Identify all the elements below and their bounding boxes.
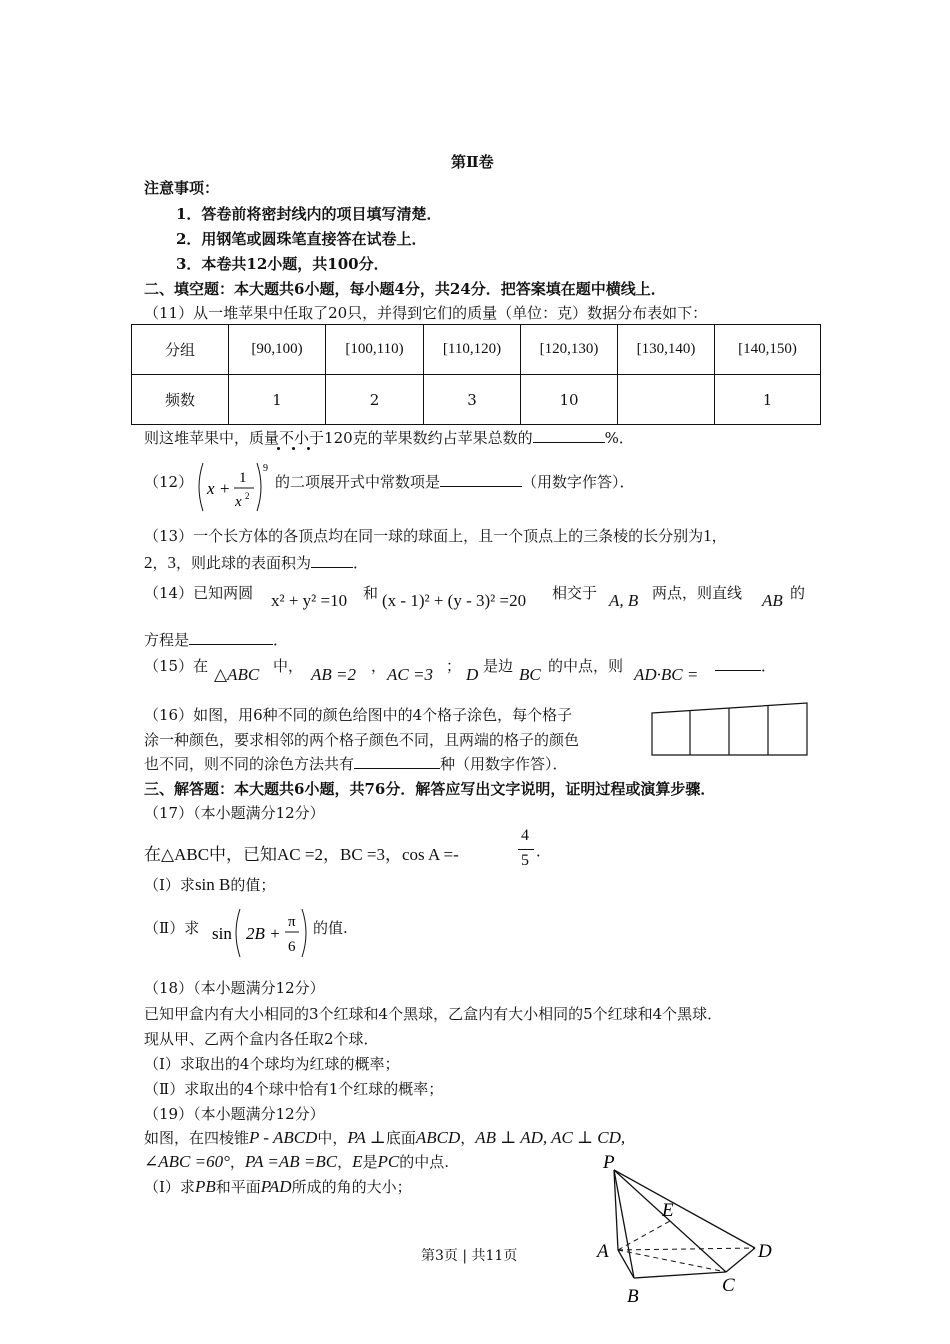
table-cell: [120,130)	[521, 325, 618, 375]
q17-head: （17）（本小题满分12分）	[144, 804, 325, 822]
q19-text: 中，	[317, 1129, 348, 1147]
notice-item: 1．答卷前将密封线内的项目填写清楚．	[176, 205, 442, 223]
q19-math: PA =AB =BC	[244, 1152, 338, 1171]
q19-math: AB ⊥ AD, AC ⊥ CD,	[475, 1128, 626, 1147]
table-cell: 2	[326, 375, 424, 425]
right-paren	[257, 463, 261, 511]
table-cell: [110,120)	[424, 325, 521, 375]
edge-pd	[614, 1170, 755, 1248]
plus-sign: +	[220, 479, 230, 498]
edge-ac-dashed	[618, 1250, 726, 1272]
q17-part1	[144, 874, 275, 895]
var-x: x	[207, 479, 215, 498]
q15-tail: ．	[761, 657, 777, 675]
punct: ，	[711, 527, 727, 545]
q18-line: （Ⅰ）求取出的4个球均为红球的概率；	[144, 1055, 400, 1073]
emphasis-dot	[292, 447, 295, 450]
q19-text: 是	[362, 1153, 378, 1171]
inner-expr: 2B +	[246, 924, 281, 943]
table-header-cell: 频数	[132, 375, 229, 425]
q18-line: （Ⅱ）求取出的4个球中恰有1个红球的概率；	[144, 1080, 444, 1098]
q12-text	[275, 471, 635, 492]
table-cell: 1	[229, 375, 326, 425]
q19-head: （19）（本小题满分12分）	[144, 1105, 325, 1123]
page-footer: 第3页 | 共11页	[421, 1248, 518, 1264]
q18-line: 已知甲盒内有大小相同的3个红球和4个黑球，乙盒内有大小相同的5个红球和4个黑球．	[144, 1005, 723, 1023]
q11-text: %．	[604, 429, 634, 447]
q18-line: 现从甲、乙两个盒内各任取2个球．	[144, 1030, 379, 1048]
q11-emphasis: 不小于	[279, 429, 325, 447]
q11-answer-line	[144, 427, 634, 448]
q12-label: （12）	[144, 473, 194, 491]
punct: ，	[152, 554, 168, 572]
q15-d: D	[466, 665, 479, 684]
q19-math: PC	[377, 1152, 400, 1171]
q13-text: （13）一个长方体的各顶点均在同一球的球面上，且一个顶点上的三条棱的长分别为	[144, 527, 704, 545]
table-cell: 1	[715, 375, 821, 425]
left-paren	[236, 909, 240, 957]
vertex-label-d: D	[758, 1241, 772, 1262]
notice-heading: 注意事项：	[144, 179, 220, 197]
q12-expression	[193, 459, 277, 515]
q11-text: 120克的苹果数约占苹果总数的	[324, 429, 533, 447]
q19-math: P - ABCD	[249, 1128, 318, 1147]
q19-text: 所成的角的大小；	[291, 1178, 412, 1196]
q14-and: 和	[363, 584, 379, 602]
left-paren	[199, 463, 203, 511]
q13-line1	[144, 525, 727, 546]
table-cell: [90,100)	[229, 325, 326, 375]
vertex-label-c: C	[722, 1275, 735, 1296]
q17-stem-text: 在△ABC中，已知AC =2，BC =3，cos A =-	[144, 845, 459, 864]
q12-stem: 的二项展开式中常数项是	[275, 473, 441, 491]
q17-part2-tail: 的值.	[313, 919, 348, 937]
q16-line1: （16）如图，用6种不同的颜色给图中的4个格子涂色，每个格子	[144, 706, 573, 724]
q19-line2	[144, 1151, 449, 1172]
q16-text: 种（用数字作答）．	[440, 755, 568, 773]
q15-blank-line	[715, 655, 776, 676]
q19-text: （Ⅰ）求	[144, 1178, 195, 1196]
q15-ac: AC =3	[387, 665, 433, 684]
q19-math: PAD	[260, 1177, 292, 1196]
emphasis-dot	[277, 447, 280, 450]
vertex-label-e: E	[662, 1200, 674, 1221]
q15-ab: AB =2	[311, 665, 356, 684]
q14-text: 方程是	[144, 631, 190, 649]
q19-text: 如图，在四棱锥	[144, 1129, 250, 1147]
q14-label: （14）已知两圆	[144, 584, 254, 602]
emphasis-dot	[307, 447, 310, 450]
q17-sinb: sin B	[194, 875, 231, 894]
q19-text: 的中点.	[399, 1153, 450, 1171]
q14-line-ab: AB	[762, 591, 783, 610]
pyramid-figure	[590, 1148, 790, 1308]
fraction-bar	[518, 849, 534, 850]
vertex-label-a: A	[597, 1241, 609, 1262]
table-header-cell: 分组	[132, 325, 229, 375]
page-title: 第Ⅱ卷	[451, 153, 494, 171]
denominator-exp: 2	[245, 491, 250, 501]
table-cell: [100,110)	[326, 325, 424, 375]
pi-symbol: π	[288, 914, 296, 930]
q19-math: PA ⊥	[347, 1128, 386, 1147]
q16-line2: 涂一种颜色，要求相邻的两个格子颜色不同，且两端的格子的颜色	[144, 731, 580, 749]
q16-line3	[144, 753, 568, 774]
section-heading-fill-blank: 二、填空题：本大题共6小题，每小题4分，共24分．把答案填在题中横线上．	[144, 280, 666, 298]
table-cell: 3	[424, 375, 521, 425]
q13-tail: ．	[353, 554, 369, 572]
q19-math: PB	[194, 1177, 216, 1196]
sin-text: sin	[212, 924, 232, 943]
q18-head: （18）（本小题满分12分）	[144, 979, 325, 997]
q11-stem: （11）从一堆苹果中任取了20只，并得到它们的质量（单位：克）数据分布表如下：	[144, 304, 708, 322]
q17-text: （Ⅰ）求	[144, 876, 195, 894]
answer-blank	[533, 428, 605, 443]
answer-blank	[715, 656, 761, 671]
q15-text: 中，	[273, 657, 304, 675]
q11-text: 则这堆苹果中，质量	[144, 429, 280, 447]
edge-ad-dashed	[618, 1248, 755, 1250]
table-cell: 10	[521, 375, 618, 425]
q19-text: ，	[229, 1153, 245, 1171]
q15-punct: ；	[446, 657, 462, 675]
denominator-var: x	[235, 494, 242, 510]
notice-item: 2．用钢笔或圆珠笔直接答在试卷上．	[176, 230, 427, 248]
q19-text: 底面	[385, 1129, 416, 1147]
notice-item: 3．本卷共12小题，共100分．	[176, 255, 389, 273]
table-cell: [130,140)	[618, 325, 715, 375]
q15-label: （15）在	[144, 657, 209, 675]
fraction-numerator: 4	[521, 827, 529, 844]
answer-blank	[354, 754, 440, 769]
q19-math: ABCD	[415, 1128, 461, 1147]
edge-bc	[634, 1272, 726, 1278]
q14-de: 的	[790, 584, 806, 602]
q19-line1	[144, 1127, 625, 1148]
q15-text: 是边	[483, 657, 514, 675]
six: 6	[288, 939, 296, 955]
q19-line3	[144, 1176, 412, 1197]
q19-math: E	[352, 1152, 363, 1171]
q15-triangle: △ABC	[214, 665, 260, 684]
q14-circle2: (x - 1)² + (y - 3)² =20	[382, 591, 527, 610]
answer-blank	[440, 472, 522, 487]
q12-tail: （用数字作答）．	[522, 473, 635, 491]
power: 9	[263, 463, 268, 474]
q17-stem	[144, 840, 459, 865]
q17-part2-label: （Ⅱ）求	[144, 919, 200, 937]
right-paren	[302, 909, 306, 957]
q17-end: ．	[536, 842, 552, 860]
q15-expr: AD·BC =	[634, 665, 699, 684]
q13-text: ，则此球的表面积为	[176, 554, 312, 572]
distribution-table	[131, 324, 821, 425]
q19-text: ，	[460, 1129, 476, 1147]
q16-text: 也不同，则不同的涂色方法共有	[144, 755, 355, 773]
q17-part2-expression	[210, 904, 310, 962]
table-cell	[618, 375, 715, 425]
table-row	[132, 325, 821, 375]
q14-intersect: 相交于	[552, 584, 598, 602]
number: 3	[167, 553, 177, 572]
q19-math: ∠ABC =60°	[144, 1152, 230, 1171]
edge-cd	[726, 1248, 755, 1272]
q17-text: 的值；	[230, 876, 276, 894]
q15-bc: BC	[519, 665, 541, 684]
number: 2	[144, 553, 153, 572]
q14-text: 两点，则直线	[652, 584, 743, 602]
q13-line2	[144, 552, 368, 573]
q14-line2	[144, 629, 288, 650]
q14-points: A, B	[609, 591, 639, 610]
q15-punct: ，	[371, 657, 387, 675]
table-cell: [140,150)	[715, 325, 821, 375]
vertex-label-p: P	[603, 1152, 615, 1173]
number: 1	[703, 526, 712, 545]
vertex-label-b: B	[627, 1286, 639, 1307]
table-row	[132, 375, 821, 425]
q14-circle1: x² + y² =10	[271, 591, 348, 610]
q19-text: ，	[337, 1153, 353, 1171]
q14-tail: ．	[273, 631, 289, 649]
four-cell-figure	[650, 700, 810, 758]
q19-text: 和平面	[215, 1178, 261, 1196]
answer-blank	[189, 630, 273, 645]
numerator: 1	[239, 470, 247, 486]
section-heading-solve: 三、解答题：本大题共6小题，共76分．解答应写出文字说明，证明过程或演算步骤．	[144, 780, 716, 798]
answer-blank	[311, 553, 353, 568]
q15-text: 的中点，则	[548, 657, 624, 675]
fraction-denominator: 5	[521, 852, 529, 869]
